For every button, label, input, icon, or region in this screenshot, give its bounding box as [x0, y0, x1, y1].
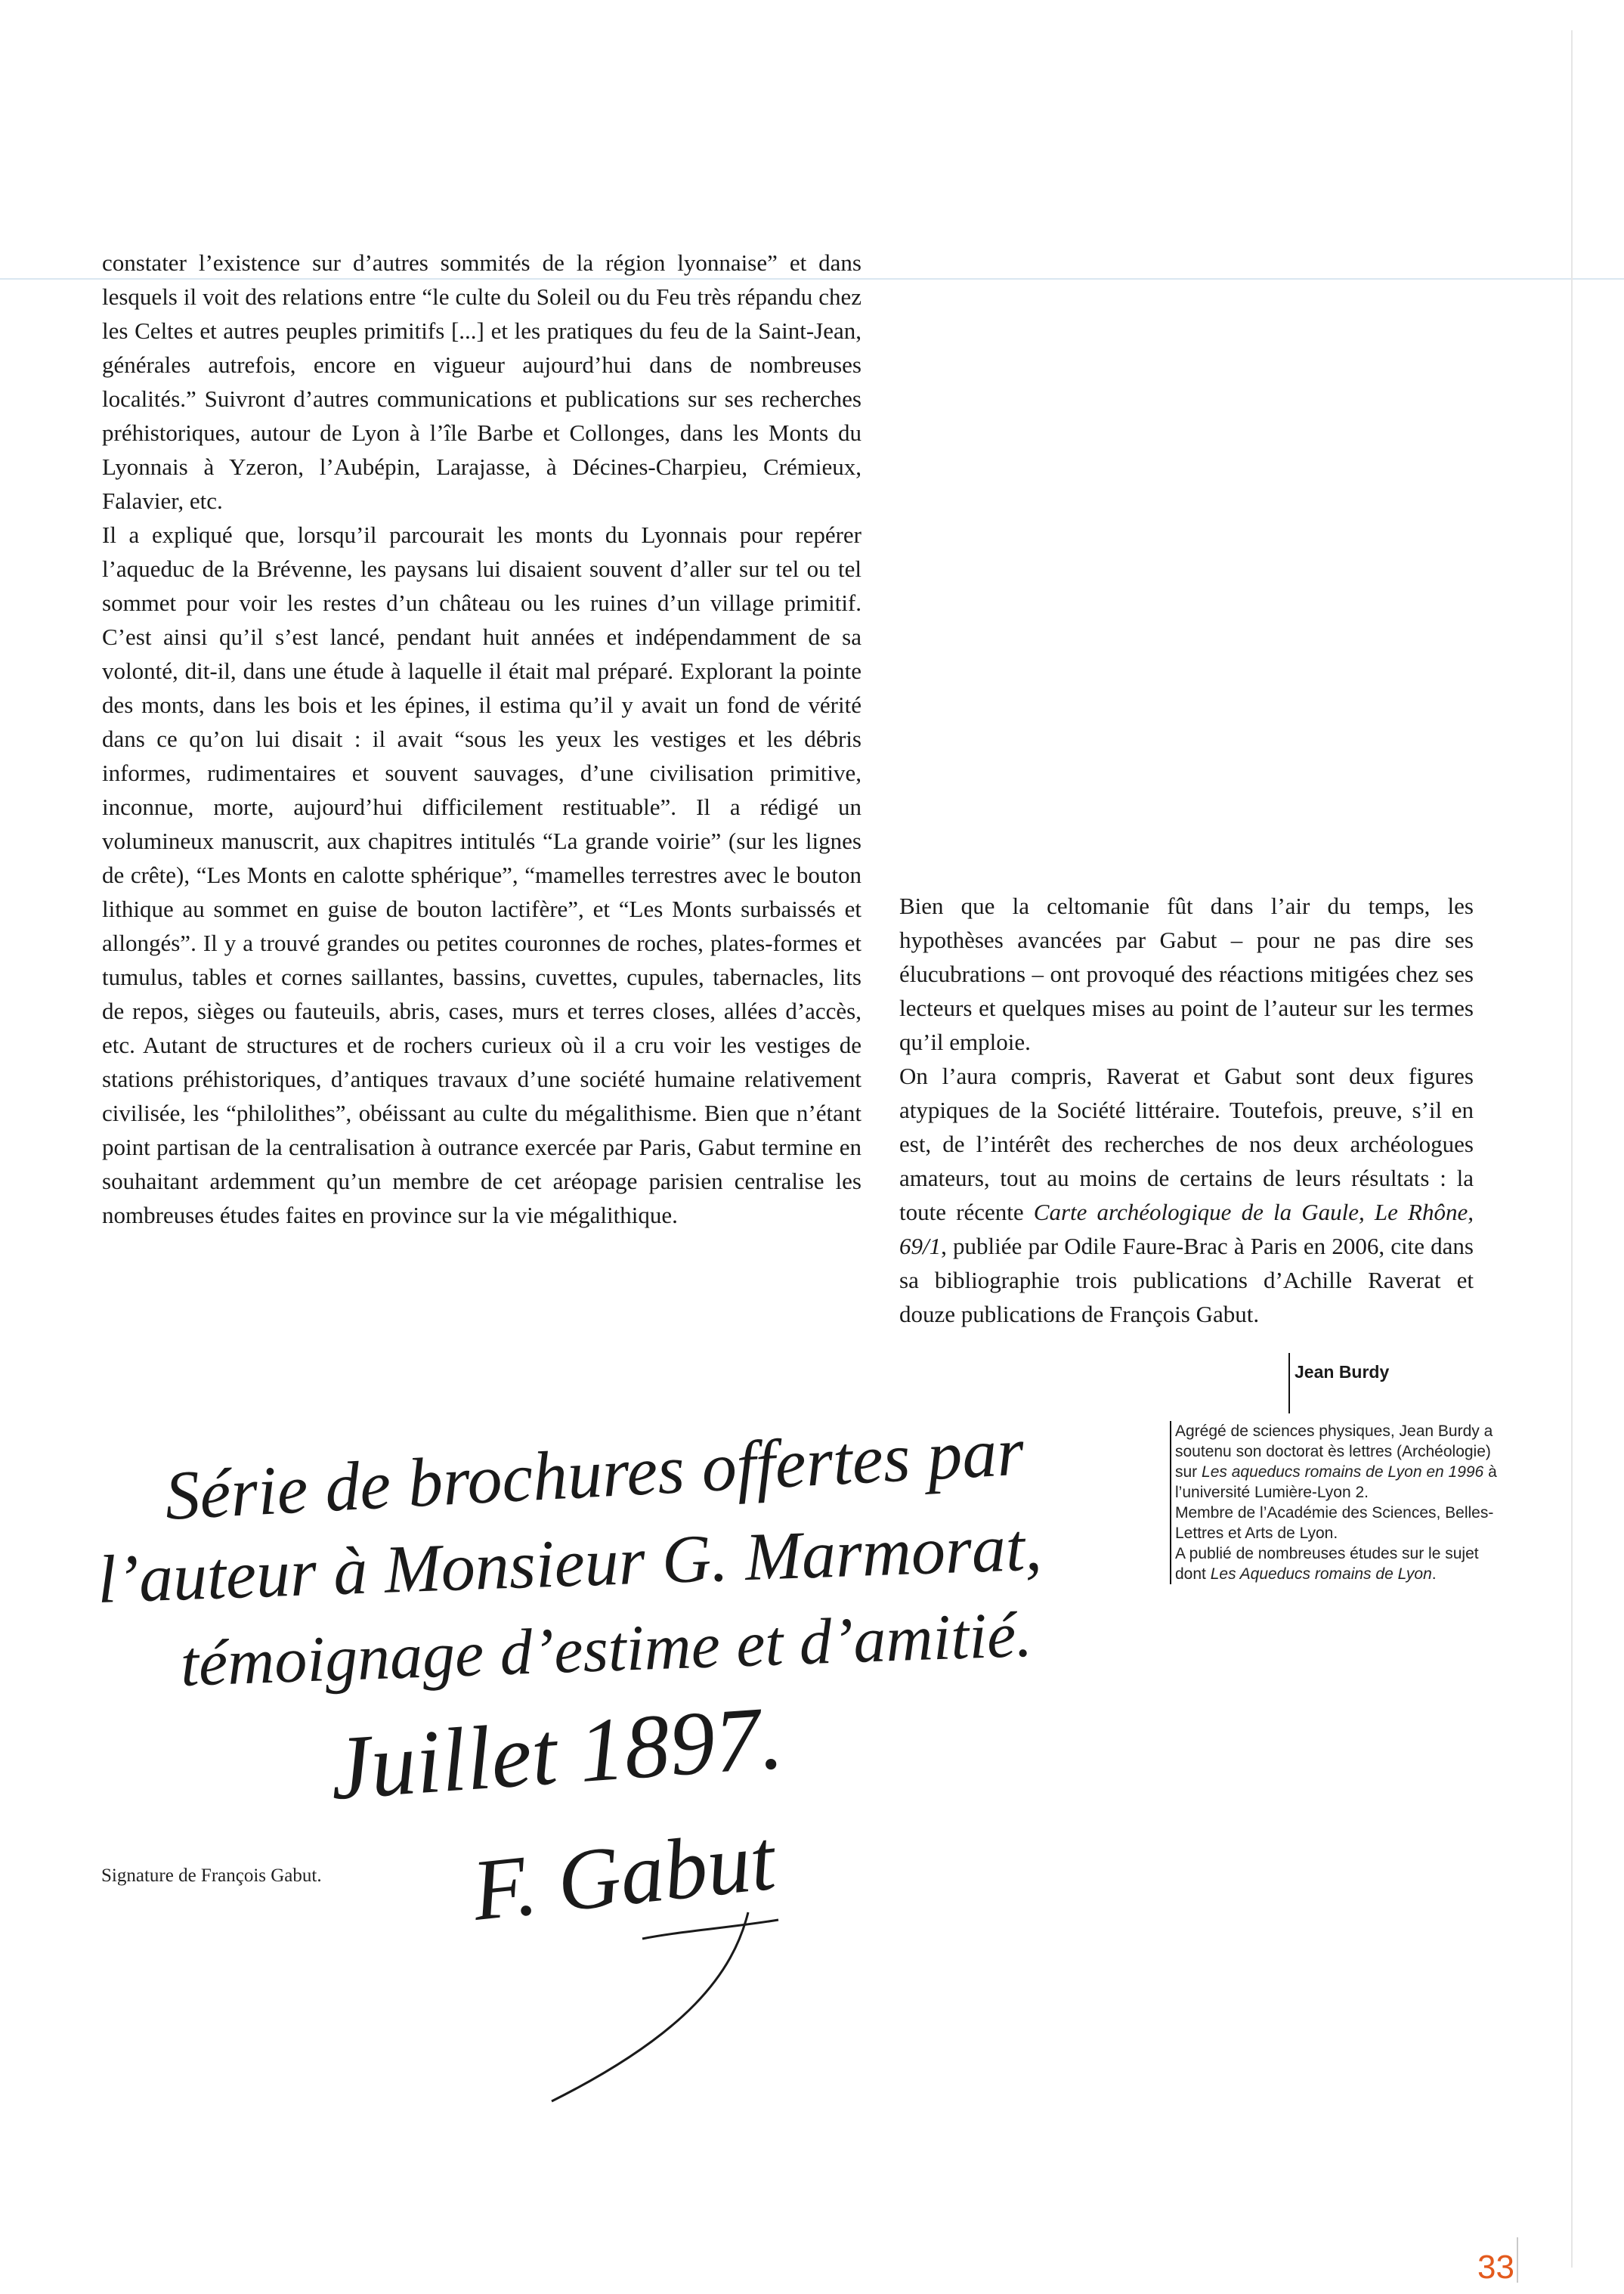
- right-paragraph-2-text-b: , publiée par Odile Faure-Brac à Paris en 2006, cite dans sa bibliographie trois publications d’Achille Raverat et douze publications de François Gabut.: [899, 1233, 1474, 1327]
- dedication-line-2: l’auteur à Monsieur G. Marmorat,: [96, 1509, 1043, 1618]
- bio-text-4: A publié de nombreuses études sur le sujet dont: [1175, 1545, 1479, 1583]
- map-title-italic: Carte archéologique de la Gaule, Le Rhône, 69/1: [899, 1199, 1474, 1259]
- right-paragraph-2-text-a: On l’aura compris, Raverat et Gabut sont deux figures atypiques de la Société littéraire. Toutefois, preuve, s’il en est, de l’intérêt des recherches de nos deux archéologues amateurs, tout au moins de certains de leurs résultats : la toute récente: [899, 1063, 1474, 1225]
- left-paragraph-2: Il a expliqué que, lorsqu’il parcourait les monts du Lyonnais pour repérer l’aqueduc de la Brévenne, les paysans lui disaient souvent d’aller sur tel ou tel sommet pour voir les restes d’un château ou les ruines d’un village primitif. C’est ainsi qu’il s’est lancé, pendant huit années et indépendamment de sa volonté, dit-il, dans une étude à laquelle il était mal préparé. Explorant la pointe des monts, dans les bois et les épines, il estima qu’il y avait un fond de vérité dans ce qu’on lui disait : il avait “sous les yeux les vestiges et les débris informes, rudimentaires et souvent sauvages, d’une civilisation primitive, inconnue, morte, aujourd’hui difficilement restituable”. Il a rédigé un volumineux manuscrit, aux chapitres intitulés “La grande voirie” (sur les lignes de crête), “Les Monts en calotte sphérique”, “mamelles terrestres avec le bouton lithique au sommet en guise de bouton lactifère”, et “Les Monts surbaissés et allongés”. Il y a trouvé grandes ou petites couronnes de roches, plates-formes et tumulus, tables et cornes saillantes, bassins, cuvettes, cupules, tabernacles, lits de repos, sièges ou fauteuils, abris, cases, murs et terres closes, allées d’accès, etc. Autant de structures et de rochers curieux où il a cru voir les vestiges de stations préhistoriques, d’antiques travaux d’une société humaine relativement civilisée, les “philolithes”, obéissant au culte du mégalithisme. Bien que n’étant point partisan de la centralisation à outrance exercée par Paris, Gabut termine en souhaitant ardemment qu’un membre de cet aréopage parisien centralise les nombreuses études faites en province sur la vie mégalithique.: [102, 522, 861, 1228]
- bio-italic-2: Les Aqueducs romains de Lyon: [1210, 1565, 1432, 1583]
- bio-italic-1: Les aqueducs romains de Lyon en 1996: [1202, 1463, 1484, 1481]
- handwritten-dedication: [83, 1398, 1141, 2124]
- left-paragraph-1: constater l’existence sur d’autres sommités de la région lyonnaise” et dans lesquels il voit des relations entre “le culte du Soleil ou du Feu très répandu chez les Celtes et autres peuples primitifs [...] et les pratiques du feu de la Saint-Jean, générales autrefois, encore en vigueur aujourd’hui dans de nombreuses localités.” Suivront d’autres communications et publications sur ses recherches préhistoriques, autour de Lyon à l’île Barbe et Collonges, dans les Monts du Lyonnais à Yzeron, l’Aubépin, Larajasse, à Décines-Charpieu, Crémieux, Falavier, etc.: [102, 249, 861, 514]
- signature-flourish: [552, 1912, 748, 2101]
- page-edge-line: [1571, 30, 1573, 2268]
- bio-text-5: .: [1431, 1565, 1437, 1583]
- right-column: [899, 889, 1474, 1331]
- bio-line-3: [1175, 1543, 1500, 1584]
- page-number: 33: [1477, 2249, 1514, 2286]
- signature-underline: [642, 1920, 778, 1939]
- bio-line-2: Membre de l’Académie des Sciences, Belles-Lettres et Arts de Lyon.: [1175, 1504, 1494, 1542]
- right-paragraph-1: Bien que la celtomanie fût dans l’air du temps, les hypothèses avancées par Gabut – pour ne pas dire ses élucubrations – ont provoqué des réactions mitigées chez ses lecteurs et quelques mises au point de l’auteur sur les termes qu’il emploie.: [899, 893, 1474, 1055]
- signature: F. Gabut: [468, 1811, 779, 1939]
- bio-text-1: Agrégé de sciences physiques, Jean Burdy a soutenu son doctorat ès lettres (Archéologie) sur: [1175, 1423, 1493, 1481]
- author-bio: [1170, 1421, 1500, 1584]
- bio-line-1: [1175, 1421, 1500, 1503]
- image-caption: Signature de François Gabut.: [101, 1865, 322, 1886]
- page-number-bar: [1517, 2237, 1518, 2283]
- right-paragraph-2: [899, 1059, 1474, 1331]
- author-name: Jean Burdy: [1288, 1353, 1389, 1413]
- dedication-date: Juillet 1897.: [326, 1686, 787, 1819]
- left-column: [102, 246, 861, 1232]
- dedication-line-1: Série de brochures offertes par: [162, 1412, 1026, 1534]
- dedication-line-3: témoignage d’estime et d’amitié.: [179, 1597, 1034, 1700]
- bio-text-2: à l’université Lumière-Lyon 2.: [1175, 1463, 1497, 1501]
